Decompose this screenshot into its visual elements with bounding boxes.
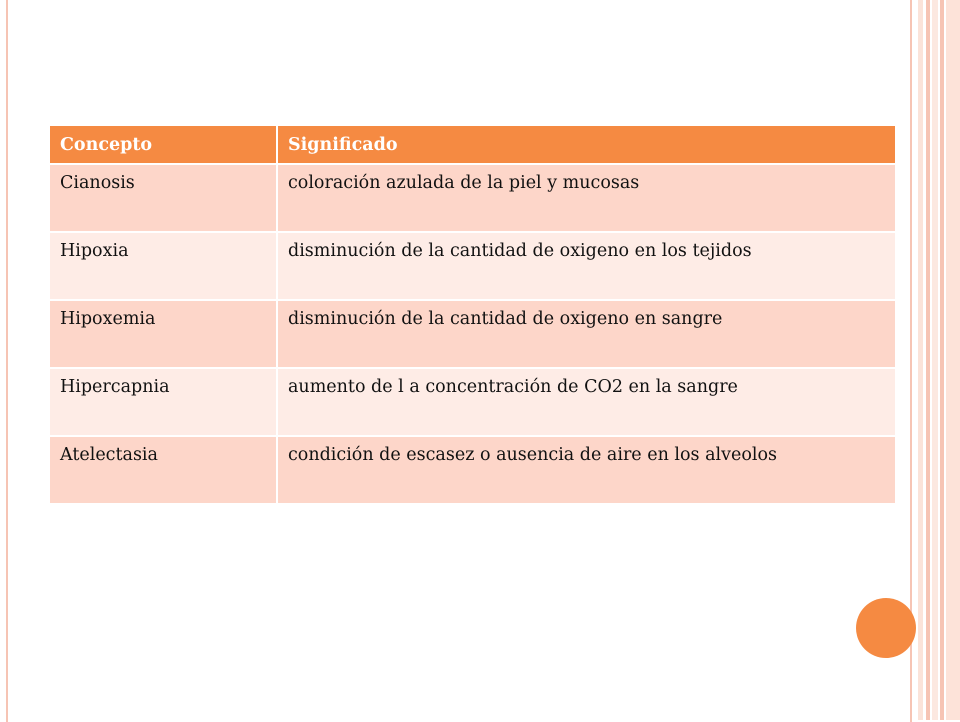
header-concepto: Concepto [50,126,277,164]
decor-stripe [940,0,944,720]
definitions-table [50,126,897,505]
table-row [50,368,896,436]
table-row [50,232,896,300]
meaning-cell: condición de escasez o ausencia de aire en los alveolos [277,436,896,504]
concept-cell: Hipoxemia [50,300,277,368]
decor-stripe [946,0,960,720]
table-header-row [50,126,896,164]
meaning-cell: aumento de l a concentración de CO2 en la sangre [277,368,896,436]
concept-cell: Cianosis [50,164,277,232]
concept-cell: Hipoxia [50,232,277,300]
decor-stripe [926,0,930,720]
concept-cell: Hipercapnia [50,368,277,436]
concept-cell: Atelectasia [50,436,277,504]
header-significado: Significado [277,126,896,164]
meaning-cell: disminución de la cantidad de oxigeno en sangre [277,300,896,368]
decor-circle [856,598,916,658]
meaning-cell: disminución de la cantidad de oxigeno en los tejidos [277,232,896,300]
table-row [50,164,896,232]
decor-stripe [932,0,938,720]
table-row [50,300,896,368]
decor-stripe [918,0,923,720]
table-row [50,436,896,504]
meaning-cell: coloración azulada de la piel y mucosas [277,164,896,232]
